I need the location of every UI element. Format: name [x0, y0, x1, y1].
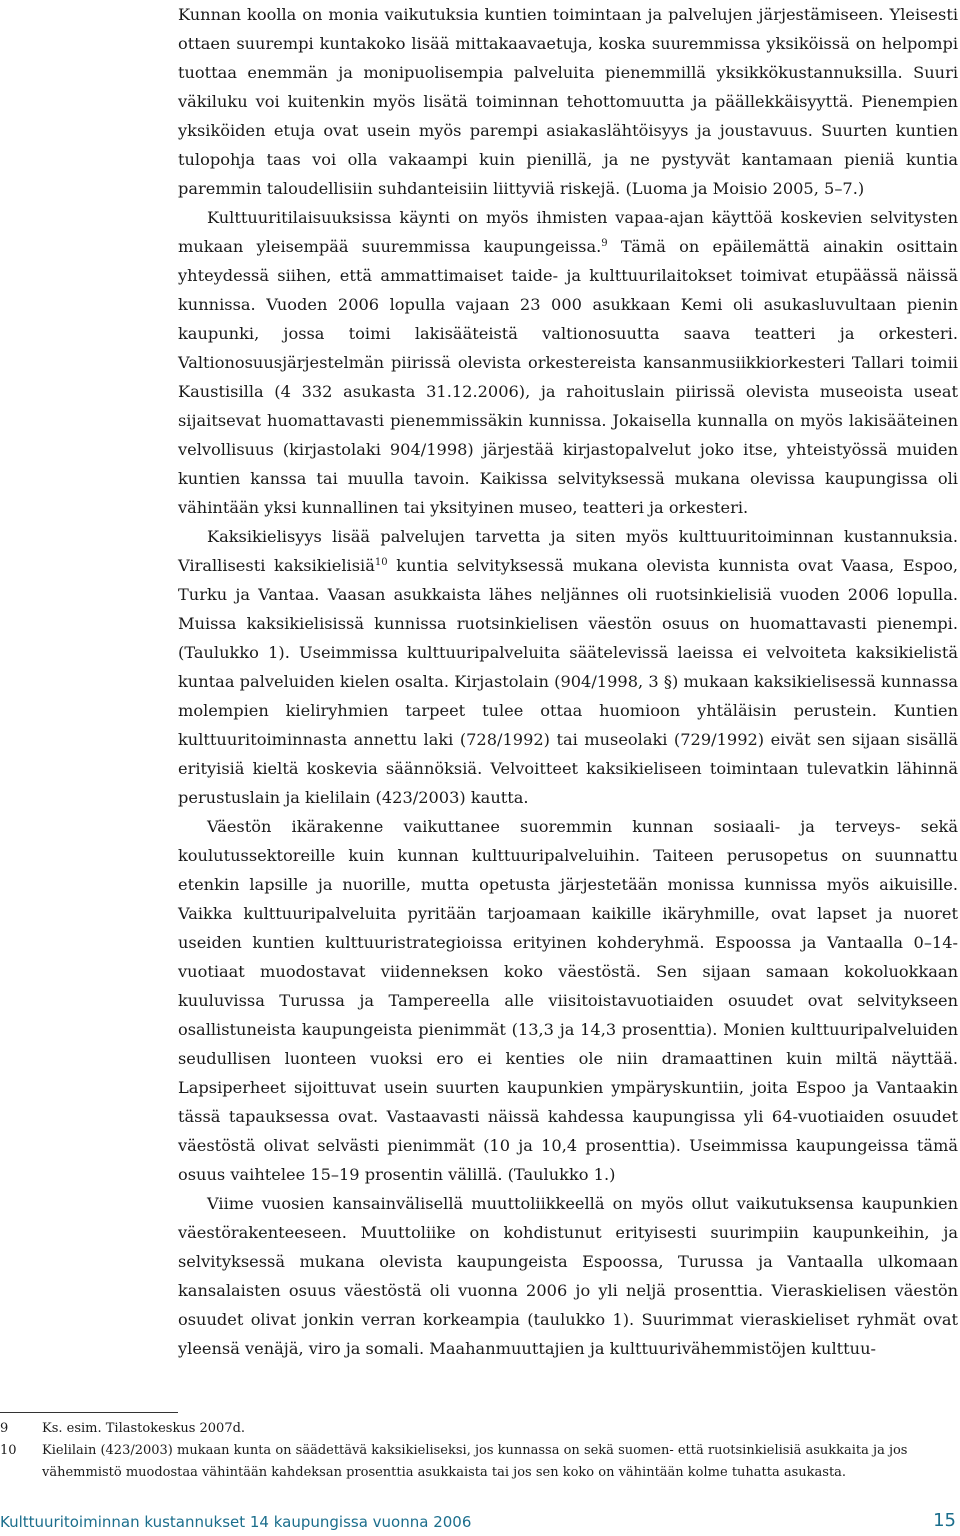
- paragraph-text: kuntia selvityksessä mukana olevista kunnista ovat Vaasa, Espoo, Turku ja Vantaa. Vaasan asukkaista lähes neljännes oli ruotsinkielisiä vuoden 2006 lopulla. Muissa kaksikielisissä kunnissa ruotsinkielisen väestön osuus on huomattavasti pienempi. (Taulukko 1). Useimmissa kulttuuripalveluita säätelevissä laeissa ei velvoiteta kaksikielistä kuntaa palveluiden kielen osalta. Kirjastolain (904/1998, 3 §) mukaan kaksikielisessä kunnassa molempien kieliryhmien tarpeet tulee ottaa huomioon yhtäläisin perustein. Kuntien kulttuuritoiminnasta annettu laki (728/1992) tai museolaki (729/1992) eivät sen sijaan sisällä erityisiä kieltä koskevia säännöksiä. Velvoitteet kaksikieliseen toimintaan tulevatkin lähinnä perustuslain ja kielilain (423/2003) kautta.: [178, 556, 958, 807]
- paragraph-text: Kunnan koolla on monia vaikutuksia kuntien toimintaan ja palvelujen järjestämiseen. Yleisesti ottaen suurempi kuntakoko lisää mittakaavaetuja, koska suuremmissa yksiköissä on helpompi tuottaa enemmän ja monipuolisempia palveluita pienemmillä yksikkökustannuksilla. Suuri väkiluku voi kuitenkin myös lisätä toiminnan tehottomuutta ja päällekkäisyyttä. Pienempien yksiköiden etuja ovat usein myös parempi asiakaslähtöisyys ja joustavuus. Suurten kuntien tulopohja taas voi olla vakaampi kuin pienillä, ja ne pystyvät kantamaan pieniä kuntia paremmin taloudellisiin suhdanteisiin liittyviä riskejä. (Luoma ja Moisio 2005, 5–7.): [178, 5, 958, 198]
- paragraph: [178, 522, 958, 812]
- paragraph-text: Tämä on epäilemättä ainakin osittain yhteydessä siihen, että ammattimaiset taide- ja kulttuurilaitokset toimivat etupäässä näissä kunnissa. Vuoden 2006 lopulla vajaan 23 000 asukkaan Kemi oli asukasluvultaan pienin kaupunki, jossa toimi lakisääteistä valtionosuutta saava teatteri ja orkesteri. Valtionosuusjärjestelmän piirissä olevista orkestereista kansanmusiikkiorkesteri Tallari toimii Kaustisilla (4 332 asukasta 31.12.2006), ja rahoituslain piirissä olevista museoista useat sijaitsevat huomattavasti pienemmissäkin kunnissa. Jokaisella kunnalla on myös lakisääteinen velvollisuus (kirjastolaki 904/1998) järjestää kirjastopalvelut joko itse, yhteistyössä muiden kuntien kanssa tai muulla tavoin. Kaikissa selvityksessä mukana olevissa kaupungissa oli vähintään yksi kunnallinen tai yksityinen museo, teatteri ja orkesteri.: [178, 237, 958, 517]
- paragraph-text: Viime vuosien kansainvälisellä muuttoliikkeellä on myös ollut vaikutuksensa kaupunkien väestörakenteeseen. Muuttoliike on kohdistunut erityisesti suurimpiin kaupunkeihin, ja selvityksessä mukana olevista kaupungeista Espoossa, Turussa ja Vantaalla ulkomaan kansalaisten osuus väestöstä oli vuonna 2006 jo yli neljä prosenttia. Vieraskielisen väestön osuudet olivat jonkin verran korkeampia (taulukko 1). Suurimmat vieraskieliset ryhmät ovat yleensä venäjä, viro ja somali. Maahanmuuttajien ja kulttuurivähemmistöjen kulttuu-: [178, 1194, 958, 1358]
- paragraph: [178, 203, 958, 522]
- footnote-ref-9[interactable]: 9: [601, 238, 608, 249]
- page-number: 15: [933, 1510, 956, 1531]
- body-text: [178, 0, 958, 1363]
- page-footer: [0, 1510, 958, 1534]
- paragraph: [178, 1189, 958, 1363]
- running-footer-title: Kulttuuritoiminnan kustannukset 14 kaupungissa vuonna 2006: [0, 1513, 472, 1531]
- footnote-ref-10[interactable]: 10: [374, 557, 388, 568]
- footnote-number: 9: [0, 1421, 9, 1436]
- paragraph: [178, 0, 958, 203]
- paragraph-text: Kulttuuritilaisuuksissa käynti on myös ihmisten vapaa-ajan käyttöä koskevien selvitysten mukaan yleisempää suuremmissa kaupungeissa.: [178, 208, 958, 256]
- footnote-number: 10: [0, 1443, 17, 1458]
- footnotes: [0, 1418, 958, 1484]
- footnote-divider: [0, 1412, 178, 1413]
- paragraph-text: Kaksikielisyys lisää palvelujen tarvetta ja siten myös kulttuuritoiminnan kustannuksia. Virallisesti kaksikielisiä: [178, 527, 958, 575]
- footnote-item: [0, 1440, 958, 1484]
- footnote-item: [0, 1418, 958, 1440]
- footnote-text: Ks. esim. Tilastokeskus 2007d.: [42, 1421, 246, 1436]
- paragraph: [178, 812, 958, 1189]
- paragraph-text: Väestön ikärakenne vaikuttanee suoremmin kunnan sosiaali- ja terveys- sekä koulutussektoreille kuin kunnan kulttuuripalveluihin. Taiteen perusopetus on suunnattu etenkin lapsille ja nuorille, mutta opetusta järjestetään monissa kunnissa myös aikuisille. Vaikka kulttuuripalveluita pyritään tarjoamaan kaikille ikäryhmille, ovat lapset ja nuoret useiden kuntien kulttuuristrategioissa erityinen kohderyhmä. Espoossa ja Vantaalla 0–14-vuotiaat muodostavat viidenneksen koko väestöstä. Sen sijaan samaan kokoluokkaan kuuluvissa Turussa ja Tampereella alle viisitoistavuotiaiden osuudet ovat selvitykseen osallistuneista kaupungeista pienimmät (13,3 ja 14,3 prosenttia). Monien kulttuuripalveluiden seudullisen luonteen vuoksi ero ei kenties ole niin dramaattinen kuin miltä näyttää. Lapsiperheet sijoittuvat usein suurten kaupunkien ympäryskuntiin, joita Espoo ja Vantaakin tässä tapauksessa ovat. Vastaavasti näissä kahdessa kaupungissa yli 64-vuotiaiden osuudet väestöstä olivat selvästi pienimmät (10 ja 10,4 prosenttia). Useimmissa kaupungeissa tämä osuus vaihtelee 15–19 prosentin välillä. (Taulukko 1.): [178, 817, 958, 1184]
- footnote-text: Kielilain (423/2003) mukaan kunta on säädettävä kaksikieliseksi, jos kunnassa on sekä suomen- että ruotsinkielisiä asukkaita ja jos vähemmistö muodostaa vähintään kahdeksan prosenttia asukkaista tai jos sen koko on vähintään kolme tuhatta asukasta.: [42, 1443, 908, 1480]
